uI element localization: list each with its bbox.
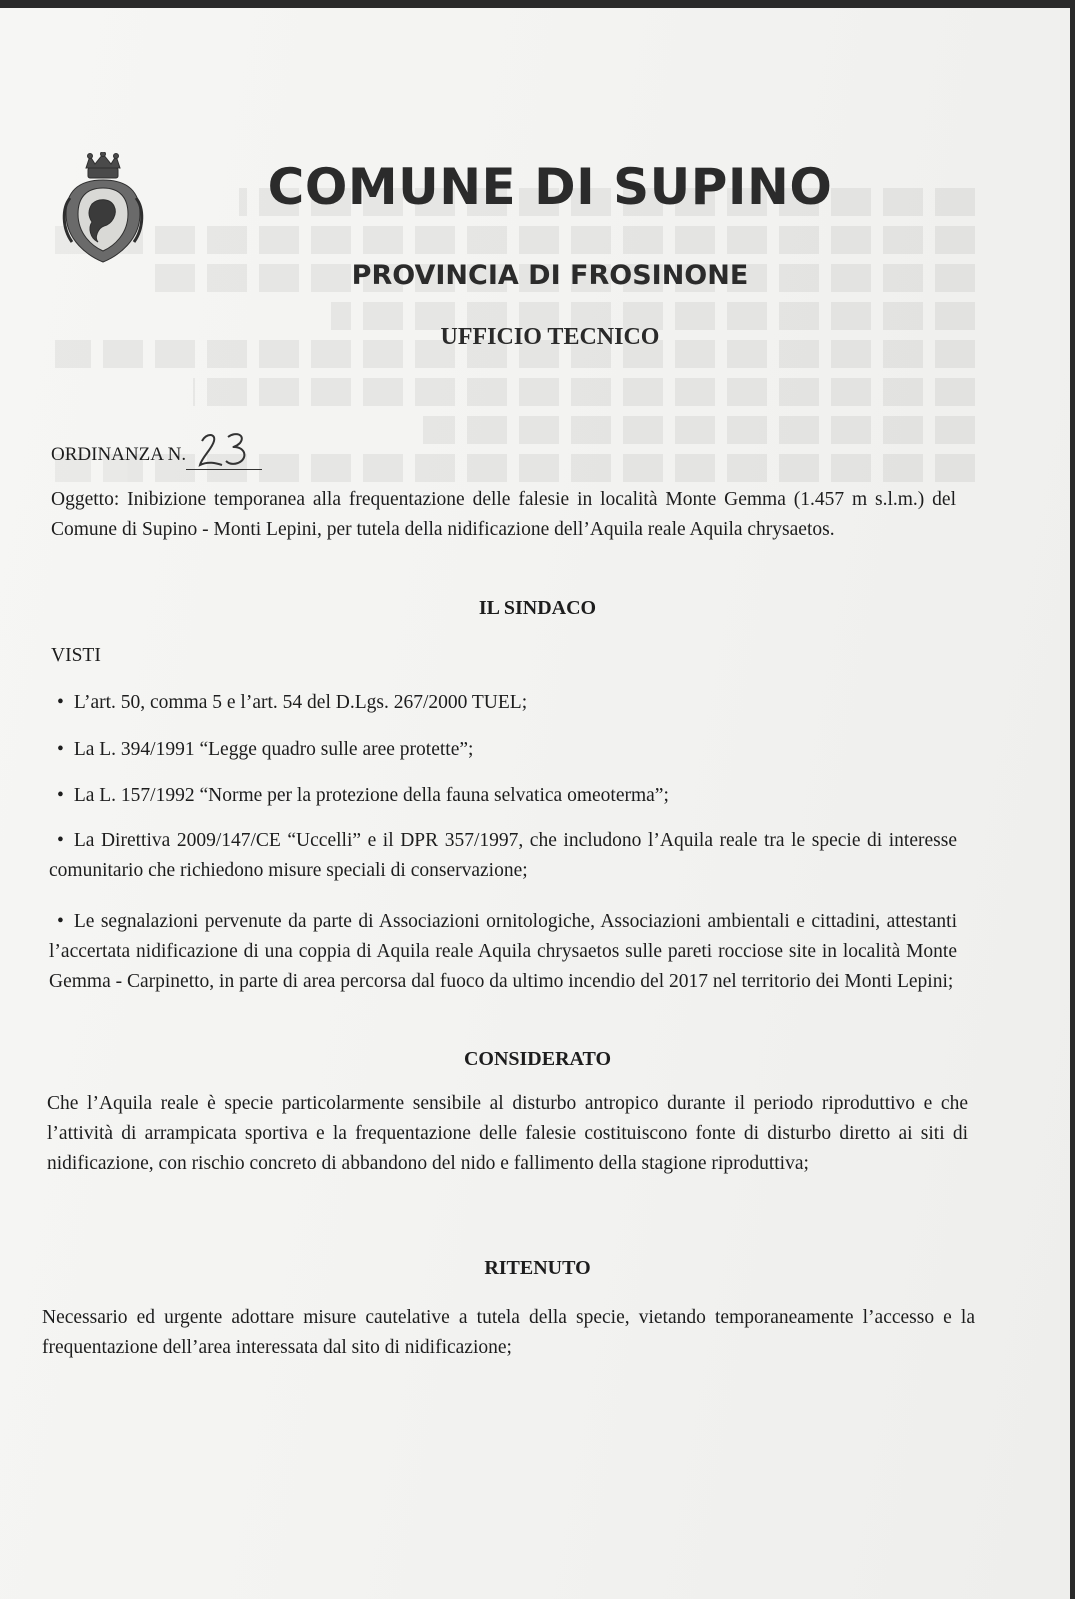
ufficio-title: UFFICIO TECNICO bbox=[440, 324, 660, 350]
visti-item-3: • La L. 157/1992 “Norme per la protezione della fauna selvatica omeoterma”; bbox=[57, 781, 957, 811]
comune-title: COMUNE DI SUPINO bbox=[267, 158, 833, 216]
sindaco-heading: IL SINDACO bbox=[478, 597, 597, 619]
ritenuto-heading: RITENUTO bbox=[484, 1257, 591, 1279]
visti-item-5: • Le segnalazioni pervenute da parte di Associazioni ornitologiche, Associazioni ambientali e cittadini, attestanti l’accertata nidificazione di una coppia di Aquila reale Aquila chrysaetos sulle pareti rocciose site in località Monte Gemma - Carpinetto, in parte di area percorsa dal fuoco da ultimo incendio del 2017 nel territorio dei Monti Lepini; bbox=[49, 907, 957, 997]
ordinanza-number-field bbox=[186, 447, 262, 470]
visti-item-4: • La Direttiva 2009/147/CE “Uccelli” e il DPR 357/1997, che includono l’Aquila reale tra le specie di interesse comunitario che richiedono misure speciali di conservazione; bbox=[49, 826, 957, 886]
oggetto-paragraph: Oggetto: Inibizione temporanea alla frequentazione delle falesie in località Monte Gemma (1.457 m s.l.m.) del Comune di Supino - Monti Lepini, per tutela della nidificazione dell’Aquila reale Aquila chrysaetos. bbox=[51, 489, 956, 540]
considerato-heading: CONSIDERATO bbox=[463, 1048, 612, 1070]
ritenuto-paragraph: Necessario ed urgente adottare misure cautelative a tutela della specie, vietando temporaneamente l’accesso e la frequentazione dell’area interessata dal sito di nidificazione; bbox=[42, 1307, 975, 1358]
visti-item-1: • L’art. 50, comma 5 e l’art. 54 del D.Lgs. 267/2000 TUEL; bbox=[57, 688, 957, 718]
provincia-title: PROVINCIA DI FROSINONE bbox=[351, 260, 749, 291]
handwritten-number-icon bbox=[198, 431, 258, 471]
ordinanza-line bbox=[51, 440, 262, 470]
visti-item-2: • La L. 394/1991 “Legge quadro sulle aree protette”; bbox=[57, 735, 957, 765]
ordinanza-label: ORDINANZA N. bbox=[51, 444, 187, 465]
considerato-paragraph: Che l’Aquila reale è specie particolarmente sensibile al disturbo antropico durante il periodo riproduttivo e che l’attività di arrampicata sportiva e la frequentazione delle falesie costituiscono fonte di disturbo diretto ai siti di nidificazione, con rischio concreto di abbandono del nido e fallimento della stagione riproduttiva; bbox=[47, 1093, 968, 1174]
visti-heading: VISTI bbox=[51, 645, 101, 666]
paper-sheet bbox=[0, 8, 1070, 1599]
